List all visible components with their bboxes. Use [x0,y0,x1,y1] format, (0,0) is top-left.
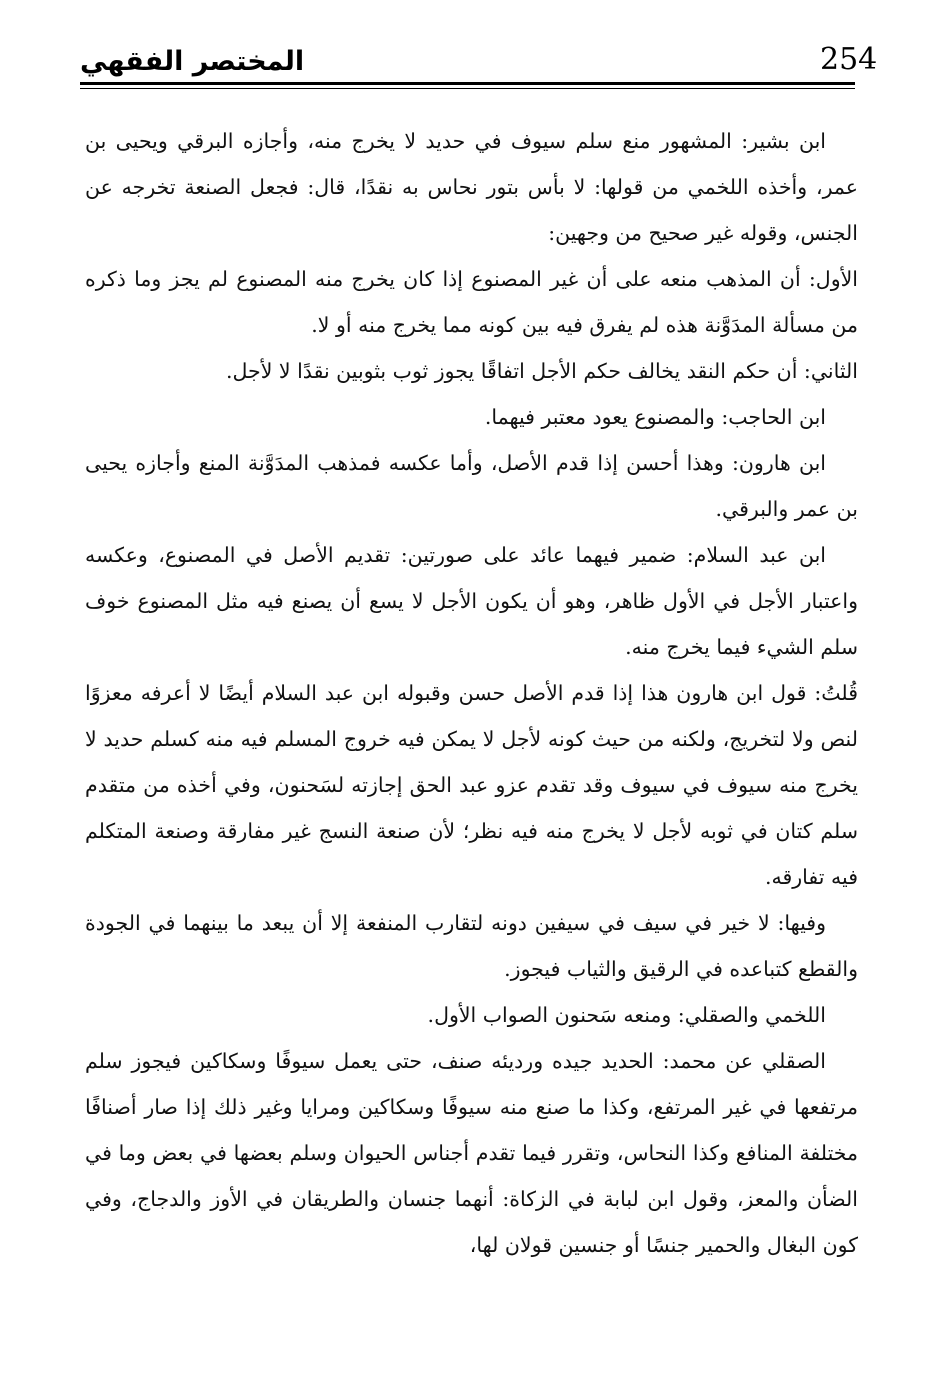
paragraph [85,440,858,532]
paragraph-text: ابن هارون: وهذا أحسن إذا قدم الأصل، وأما عكسه فمذهب المدَوَّنة المنع وأجازه يحيى بن عمر والبرقي. [85,451,858,521]
paragraph-lead: قُلتُ: [806,681,858,705]
book-title: المختصر الفقهي [80,46,305,77]
header-rule-thin [80,88,855,89]
paragraph [85,118,858,256]
paragraph [85,394,858,440]
page-body [85,118,858,1268]
header-rule [80,82,855,85]
paragraph-lead: الثاني: [797,359,858,383]
paragraph-lead: الأول: [800,267,858,291]
paragraph [85,900,858,992]
paragraph [85,992,858,1038]
paragraph-text: ابن الحاجب: والمصنوع يعود معتبر فيهما. [484,405,826,429]
paragraph-text: أن المذهب منعه على أن غير المصنوع إذا كان يخرج منه المصنوع لم يجز وما ذكره من مسألة المدَوَّنة هذه لم يفرق فيه بين كونه مما يخرج منه أو لا. [85,267,858,337]
paragraph-text: قول ابن هارون هذا إذا قدم الأصل حسن وقبوله ابن عبد السلام أيضًا لا أعرفه معزوًا لنص ولا لتخريج، ولكنه من حيث كونه لأجل لا يمكن فيه خروج المسلم فيه منه كسلم حديد لا يخرج منه سيوف في سيوف وقد تقدم عزو عبد الحق إجازته لسَحنون، وفي أخذه من متقدم سلم كتان في ثوبه لأجل لا يخرج منه فيه نظر؛ لأن صنعة النسج غير مفارقة وصنعة المتكلم فيه تفارقه. [85,681,858,889]
paragraph [85,256,858,348]
paragraph-text: وفيها: لا خير في سيف في سيفين دونه لتقارب المنفعة إلا أن يبعد ما بينهما في الجودة والقطع كتباعده في الرقيق والثياب فيجوز. [85,911,858,981]
paragraph-text: ابن عبد السلام: ضمير فيهما عائد على صورتين: تقديم الأصل في المصنوع، وعكسه واعتبار الأجل في الأول ظاهر، وهو أن يكون الأجل لا يسع أن يصنع فيه مثل المصنوع خوف سلم الشيء فيما يخرج منه. [85,543,858,659]
page-number: 254 [820,42,878,77]
paragraph-text: اللخمي والصقلي: ومنعه سَحنون الصواب الأول. [427,1003,826,1027]
paragraph [85,670,858,900]
paragraph-text: أن حكم النقد يخالف حكم الأجل اتفاقًا يجوز ثوب بثوبين نقدًا لا لأجل. [225,359,798,383]
paragraph-text: ابن بشير: المشهور منع سلم سيوف في حديد لا يخرج منه، وأجازه البرقي ويحيى بن عمر، وأخذه اللخمي من قولها: لا بأس بتور نحاس به نقدًا، قال: فجعل الصنعة تخرجه عن الجنس، وقوله غير صحيح من وجهين: [85,129,858,245]
page-header [80,40,878,86]
paragraph [85,348,858,394]
paragraph-text: الصقلي عن محمد: الحديد جيده ورديئه صنف، حتى يعمل سيوفًا وسكاكين فيجوز سلم مرتفعها في غير المرتفع، وكذا ما صنع منه سيوفًا وسكاكين ومرايا وغير ذلك إذا صار أصنافًا مختلفة المنافع وكذا النحاس، وتقرر فيما تقدم أجناس الحيوان وسلم بعضها في بعض وما في الضأن والمعز، وقول ابن لبابة في الزكاة: أنهما جنسان والطريقان في الأوز والدجاج، وفي كون البغال والحمير جنسًا أو جنسين قولان لها، [85,1049,858,1257]
paragraph [85,532,858,670]
paragraph [85,1038,858,1268]
